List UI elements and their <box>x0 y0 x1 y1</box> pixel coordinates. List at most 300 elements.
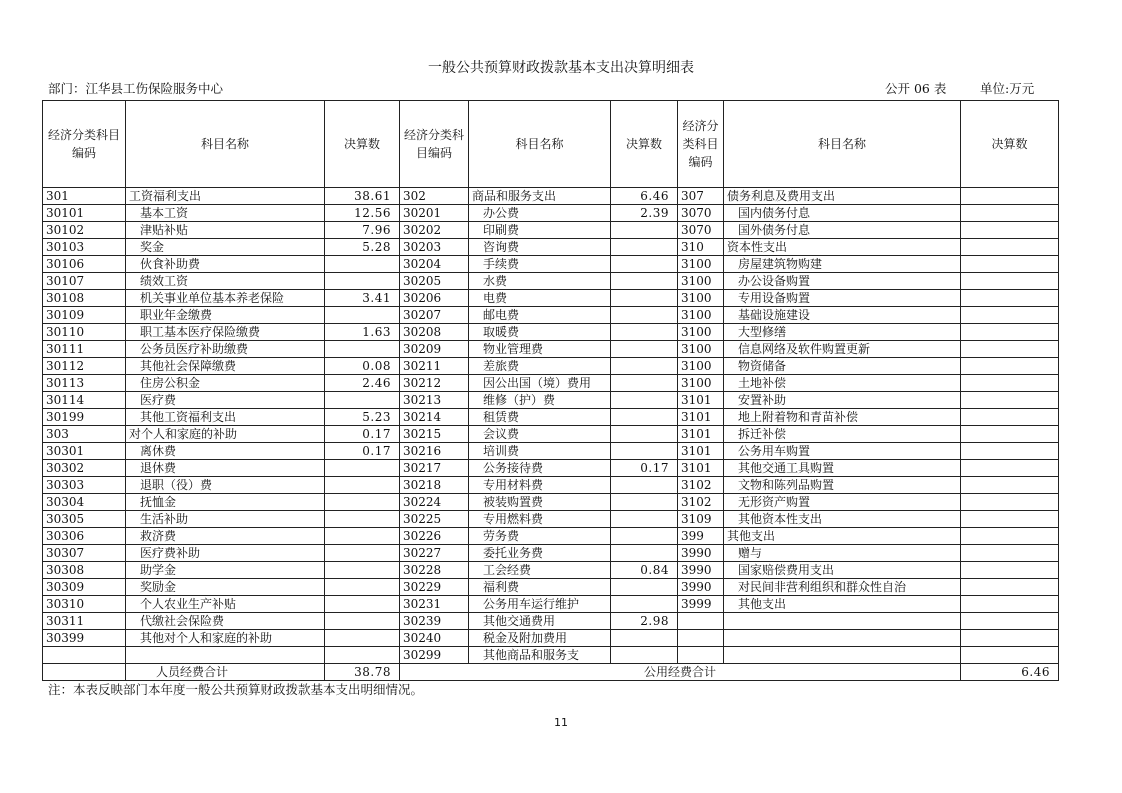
code-cell: 30217 <box>400 460 469 477</box>
code-cell: 30109 <box>43 307 126 324</box>
header-name-1: 科目名称 <box>126 101 325 188</box>
code-cell: 3102 <box>678 494 724 511</box>
name-cell: 抚恤金 <box>126 494 325 511</box>
amount-cell <box>611 307 678 324</box>
name-cell: 医疗费补助 <box>126 545 325 562</box>
code-cell: 30208 <box>400 324 469 341</box>
amount-cell <box>611 239 678 256</box>
code-cell: 3990 <box>678 545 724 562</box>
amount-cell <box>961 596 1059 613</box>
amount-cell <box>611 324 678 341</box>
amount-cell <box>611 273 678 290</box>
name-cell: 因公出国（境）费用 <box>469 375 611 392</box>
amount-cell: 6.46 <box>611 188 678 205</box>
table-row <box>43 358 1059 375</box>
amount-cell <box>961 188 1059 205</box>
amount-cell <box>961 477 1059 494</box>
totals-spacer <box>43 664 126 681</box>
amount-cell <box>961 205 1059 222</box>
code-cell <box>678 630 724 647</box>
table-header-row <box>43 101 1059 188</box>
name-cell: 离休费 <box>126 443 325 460</box>
code-cell: 307 <box>678 188 724 205</box>
name-cell: 国外债务付息 <box>724 222 961 239</box>
name-cell: 土地补偿 <box>724 375 961 392</box>
name-cell <box>724 613 961 630</box>
name-cell: 取暖费 <box>469 324 611 341</box>
name-cell: 津贴补贴 <box>126 222 325 239</box>
code-cell: 30103 <box>43 239 126 256</box>
page-number: 11 <box>554 716 568 729</box>
code-cell: 3101 <box>678 409 724 426</box>
name-cell: 办公设备购置 <box>724 273 961 290</box>
name-cell: 专用设备购置 <box>724 290 961 307</box>
code-cell: 30199 <box>43 409 126 426</box>
name-cell: 信息网络及软件购置更新 <box>724 341 961 358</box>
name-cell: 委托业务费 <box>469 545 611 562</box>
amount-cell <box>961 579 1059 596</box>
code-cell: 30207 <box>400 307 469 324</box>
name-cell: 医疗费 <box>126 392 325 409</box>
code-cell: 3100 <box>678 375 724 392</box>
amount-cell <box>611 511 678 528</box>
name-cell: 退休费 <box>126 460 325 477</box>
table-row <box>43 392 1059 409</box>
name-cell: 其他交通费用 <box>469 613 611 630</box>
name-cell: 专用材料费 <box>469 477 611 494</box>
code-cell: 30110 <box>43 324 126 341</box>
name-cell: 文物和陈列品购置 <box>724 477 961 494</box>
table-row <box>43 273 1059 290</box>
amount-cell <box>611 256 678 273</box>
name-cell: 被装购置费 <box>469 494 611 511</box>
code-cell: 30399 <box>43 630 126 647</box>
name-cell: 邮电费 <box>469 307 611 324</box>
name-cell: 资本性支出 <box>724 239 961 256</box>
table-row <box>43 613 1059 630</box>
name-cell: 公务接待费 <box>469 460 611 477</box>
table-row <box>43 409 1059 426</box>
amount-cell: 2.39 <box>611 205 678 222</box>
code-cell: 30218 <box>400 477 469 494</box>
code-cell: 30306 <box>43 528 126 545</box>
table-row <box>43 324 1059 341</box>
table-row <box>43 375 1059 392</box>
amount-cell <box>611 647 678 664</box>
amount-cell <box>611 494 678 511</box>
name-cell: 办公费 <box>469 205 611 222</box>
name-cell: 职业年金缴费 <box>126 307 325 324</box>
code-cell: 30227 <box>400 545 469 562</box>
name-cell: 工资福利支出 <box>126 188 325 205</box>
code-cell: 30302 <box>43 460 126 477</box>
amount-cell <box>961 290 1059 307</box>
table-row <box>43 222 1059 239</box>
code-cell: 302 <box>400 188 469 205</box>
name-cell: 其他交通工具购置 <box>724 460 961 477</box>
code-cell: 3990 <box>678 579 724 596</box>
code-cell: 3100 <box>678 290 724 307</box>
code-cell: 3101 <box>678 460 724 477</box>
amount-cell <box>961 222 1059 239</box>
amount-cell <box>325 341 400 358</box>
header-amount-3: 决算数 <box>961 101 1059 188</box>
amount-cell <box>325 460 400 477</box>
code-cell: 30108 <box>43 290 126 307</box>
name-cell: 印刷费 <box>469 222 611 239</box>
amount-cell <box>325 596 400 613</box>
amount-cell <box>961 460 1059 477</box>
code-cell: 30308 <box>43 562 126 579</box>
amount-cell: 38.61 <box>325 188 400 205</box>
name-cell: 专用燃料费 <box>469 511 611 528</box>
amount-cell <box>961 562 1059 579</box>
amount-cell <box>961 375 1059 392</box>
table-row <box>43 596 1059 613</box>
name-cell: 其他支出 <box>724 596 961 613</box>
table-row <box>43 256 1059 273</box>
table-row <box>43 562 1059 579</box>
name-cell: 福利费 <box>469 579 611 596</box>
amount-cell <box>961 256 1059 273</box>
name-cell: 其他社会保障缴费 <box>126 358 325 375</box>
header-name-3: 科目名称 <box>724 101 961 188</box>
amount-cell <box>325 273 400 290</box>
code-cell: 30239 <box>400 613 469 630</box>
code-cell: 30303 <box>43 477 126 494</box>
code-cell: 30112 <box>43 358 126 375</box>
amount-cell <box>611 630 678 647</box>
table-row <box>43 630 1059 647</box>
amount-cell <box>325 630 400 647</box>
amount-cell <box>961 239 1059 256</box>
name-cell: 其他支出 <box>724 528 961 545</box>
amount-cell <box>611 341 678 358</box>
name-cell: 工会经费 <box>469 562 611 579</box>
name-cell: 国内债务付息 <box>724 205 961 222</box>
amount-cell <box>611 596 678 613</box>
amount-cell <box>961 409 1059 426</box>
code-cell: 303 <box>43 426 126 443</box>
code-cell: 30299 <box>400 647 469 664</box>
amount-cell: 3.41 <box>325 290 400 307</box>
name-cell: 其他工资福利支出 <box>126 409 325 426</box>
amount-cell <box>961 426 1059 443</box>
code-cell: 3101 <box>678 426 724 443</box>
amount-cell: 2.98 <box>611 613 678 630</box>
code-cell: 30204 <box>400 256 469 273</box>
header-amount-1: 决算数 <box>325 101 400 188</box>
amount-cell <box>961 341 1059 358</box>
name-cell: 水费 <box>469 273 611 290</box>
amount-cell <box>961 494 1059 511</box>
code-cell: 30113 <box>43 375 126 392</box>
code-cell: 30224 <box>400 494 469 511</box>
amount-cell <box>611 579 678 596</box>
code-cell <box>43 647 126 664</box>
code-cell: 30214 <box>400 409 469 426</box>
table-row <box>43 579 1059 596</box>
expenditure-table <box>42 100 1059 681</box>
amount-cell <box>325 613 400 630</box>
code-cell: 30307 <box>43 545 126 562</box>
name-cell: 大型修缮 <box>724 324 961 341</box>
code-cell: 30226 <box>400 528 469 545</box>
table-row <box>43 460 1059 477</box>
code-cell: 3100 <box>678 307 724 324</box>
name-cell: 退职（役）费 <box>126 477 325 494</box>
amount-cell <box>325 307 400 324</box>
code-cell: 310 <box>678 239 724 256</box>
amount-cell <box>961 392 1059 409</box>
name-cell: 赠与 <box>724 545 961 562</box>
page-title: 一般公共预算财政拨款基本支出决算明细表 <box>428 60 694 76</box>
code-cell: 30228 <box>400 562 469 579</box>
name-cell: 咨询费 <box>469 239 611 256</box>
amount-cell <box>611 545 678 562</box>
table-row <box>43 205 1059 222</box>
name-cell: 物业管理费 <box>469 341 611 358</box>
name-cell: 其他对个人和家庭的补助 <box>126 630 325 647</box>
code-cell: 3101 <box>678 443 724 460</box>
name-cell <box>724 647 961 664</box>
code-cell: 30240 <box>400 630 469 647</box>
code-cell: 30311 <box>43 613 126 630</box>
amount-cell <box>611 290 678 307</box>
code-cell: 30107 <box>43 273 126 290</box>
code-cell: 30213 <box>400 392 469 409</box>
header-code-1: 经济分类科目编码 <box>43 101 126 188</box>
public-total-label: 公用经费合计 <box>400 664 961 681</box>
code-cell: 30309 <box>43 579 126 596</box>
code-cell: 30216 <box>400 443 469 460</box>
code-cell: 3999 <box>678 596 724 613</box>
code-cell: 30111 <box>43 341 126 358</box>
code-cell <box>678 613 724 630</box>
table-row <box>43 290 1059 307</box>
name-cell: 其他商品和服务支 <box>469 647 611 664</box>
code-cell: 30205 <box>400 273 469 290</box>
table-row <box>43 426 1059 443</box>
form-number: 公开 06 表 <box>885 81 947 96</box>
personnel-total-label: 人员经费合计 <box>126 664 325 681</box>
name-cell: 奖金 <box>126 239 325 256</box>
code-cell: 3101 <box>678 392 724 409</box>
amount-cell <box>961 443 1059 460</box>
name-cell: 房屋建筑物购建 <box>724 256 961 273</box>
code-cell: 30215 <box>400 426 469 443</box>
amount-cell: 5.23 <box>325 409 400 426</box>
name-cell: 奖励金 <box>126 579 325 596</box>
amount-cell <box>611 477 678 494</box>
code-cell: 3100 <box>678 324 724 341</box>
code-cell <box>678 647 724 664</box>
name-cell: 公务用车购置 <box>724 443 961 460</box>
amount-cell <box>611 375 678 392</box>
name-cell: 物资储备 <box>724 358 961 375</box>
name-cell: 债务利息及费用支出 <box>724 188 961 205</box>
name-cell: 无形资产购置 <box>724 494 961 511</box>
code-cell: 30231 <box>400 596 469 613</box>
code-cell: 30101 <box>43 205 126 222</box>
amount-cell <box>611 222 678 239</box>
amount-cell <box>961 630 1059 647</box>
totals-row <box>43 664 1059 681</box>
code-cell: 30203 <box>400 239 469 256</box>
code-cell: 30229 <box>400 579 469 596</box>
amount-cell: 12.56 <box>325 205 400 222</box>
name-cell: 公务用车运行维护 <box>469 596 611 613</box>
amount-cell <box>325 256 400 273</box>
amount-cell <box>961 545 1059 562</box>
header-amount-2: 决算数 <box>611 101 678 188</box>
code-cell: 30206 <box>400 290 469 307</box>
amount-cell <box>325 545 400 562</box>
name-cell: 拆迁补偿 <box>724 426 961 443</box>
name-cell: 绩效工资 <box>126 273 325 290</box>
name-cell: 劳务费 <box>469 528 611 545</box>
code-cell: 3100 <box>678 256 724 273</box>
amount-cell <box>961 528 1059 545</box>
name-cell: 对民间非营利组织和群众性自治 <box>724 579 961 596</box>
amount-cell <box>961 273 1059 290</box>
code-cell: 399 <box>678 528 724 545</box>
amount-cell <box>325 392 400 409</box>
amount-cell <box>325 511 400 528</box>
name-cell: 电费 <box>469 290 611 307</box>
table-row <box>43 528 1059 545</box>
amount-cell <box>611 392 678 409</box>
name-cell: 对个人和家庭的补助 <box>126 426 325 443</box>
amount-cell <box>325 579 400 596</box>
code-cell: 3100 <box>678 341 724 358</box>
amount-cell <box>325 647 400 664</box>
header-code-3: 经济分类科目编码 <box>678 101 724 188</box>
name-cell: 地上附着物和青苗补偿 <box>724 409 961 426</box>
code-cell: 30201 <box>400 205 469 222</box>
department-label: 部门：江华县工伤保险服务中心 <box>48 81 224 96</box>
table-row <box>43 188 1059 205</box>
code-cell: 3109 <box>678 511 724 528</box>
name-cell <box>126 647 325 664</box>
name-cell: 安置补助 <box>724 392 961 409</box>
code-cell: 3070 <box>678 222 724 239</box>
table-row <box>43 443 1059 460</box>
amount-cell: 0.17 <box>325 426 400 443</box>
name-cell: 税金及附加费用 <box>469 630 611 647</box>
name-cell: 机关事业单位基本养老保险 <box>126 290 325 307</box>
amount-cell: 1.63 <box>325 324 400 341</box>
unit-label: 单位:万元 <box>980 81 1035 96</box>
name-cell <box>724 630 961 647</box>
name-cell: 会议费 <box>469 426 611 443</box>
amount-cell <box>961 511 1059 528</box>
table-row <box>43 647 1059 664</box>
name-cell: 代缴社会保险费 <box>126 613 325 630</box>
amount-cell <box>961 358 1059 375</box>
code-cell: 30202 <box>400 222 469 239</box>
amount-cell <box>611 358 678 375</box>
amount-cell <box>961 307 1059 324</box>
name-cell: 培训费 <box>469 443 611 460</box>
table-row <box>43 477 1059 494</box>
table-row <box>43 545 1059 562</box>
amount-cell: 7.96 <box>325 222 400 239</box>
name-cell: 基本工资 <box>126 205 325 222</box>
public-total-value: 6.46 <box>961 664 1059 681</box>
table-row <box>43 511 1059 528</box>
name-cell: 伙食补助费 <box>126 256 325 273</box>
code-cell: 30211 <box>400 358 469 375</box>
name-cell: 手续费 <box>469 256 611 273</box>
name-cell: 国家赔偿费用支出 <box>724 562 961 579</box>
code-cell: 30305 <box>43 511 126 528</box>
amount-cell <box>325 562 400 579</box>
name-cell: 住房公积金 <box>126 375 325 392</box>
footnote: 注：本表反映部门本年度一般公共预算财政拨款基本支出明细情况。 <box>48 682 424 697</box>
code-cell: 3070 <box>678 205 724 222</box>
table-body <box>43 188 1059 664</box>
code-cell: 301 <box>43 188 126 205</box>
code-cell: 30106 <box>43 256 126 273</box>
name-cell: 职工基本医疗保险缴费 <box>126 324 325 341</box>
name-cell: 助学金 <box>126 562 325 579</box>
amount-cell: 5.28 <box>325 239 400 256</box>
name-cell: 租赁费 <box>469 409 611 426</box>
name-cell: 差旅费 <box>469 358 611 375</box>
code-cell: 30310 <box>43 596 126 613</box>
name-cell: 生活补助 <box>126 511 325 528</box>
code-cell: 30225 <box>400 511 469 528</box>
name-cell: 其他资本性支出 <box>724 511 961 528</box>
table-row <box>43 341 1059 358</box>
amount-cell <box>611 443 678 460</box>
table-row <box>43 307 1059 324</box>
table-row <box>43 239 1059 256</box>
amount-cell <box>325 494 400 511</box>
code-cell: 3102 <box>678 477 724 494</box>
name-cell: 商品和服务支出 <box>469 188 611 205</box>
code-cell: 3100 <box>678 358 724 375</box>
code-cell: 30212 <box>400 375 469 392</box>
name-cell: 基础设施建设 <box>724 307 961 324</box>
code-cell: 30209 <box>400 341 469 358</box>
table-row <box>43 494 1059 511</box>
header-code-2: 经济分类科目编码 <box>400 101 469 188</box>
amount-cell: 0.84 <box>611 562 678 579</box>
code-cell: 30304 <box>43 494 126 511</box>
code-cell: 30114 <box>43 392 126 409</box>
amount-cell: 0.17 <box>611 460 678 477</box>
amount-cell <box>611 528 678 545</box>
code-cell: 3990 <box>678 562 724 579</box>
amount-cell <box>325 477 400 494</box>
amount-cell <box>325 528 400 545</box>
amount-cell <box>611 426 678 443</box>
header-name-2: 科目名称 <box>469 101 611 188</box>
name-cell: 公务员医疗补助缴费 <box>126 341 325 358</box>
amount-cell: 2.46 <box>325 375 400 392</box>
amount-cell: 0.08 <box>325 358 400 375</box>
amount-cell <box>961 647 1059 664</box>
code-cell: 30102 <box>43 222 126 239</box>
amount-cell: 0.17 <box>325 443 400 460</box>
name-cell: 个人农业生产补贴 <box>126 596 325 613</box>
name-cell: 救济费 <box>126 528 325 545</box>
amount-cell <box>961 324 1059 341</box>
code-cell: 3100 <box>678 273 724 290</box>
personnel-total-value: 38.78 <box>325 664 400 681</box>
